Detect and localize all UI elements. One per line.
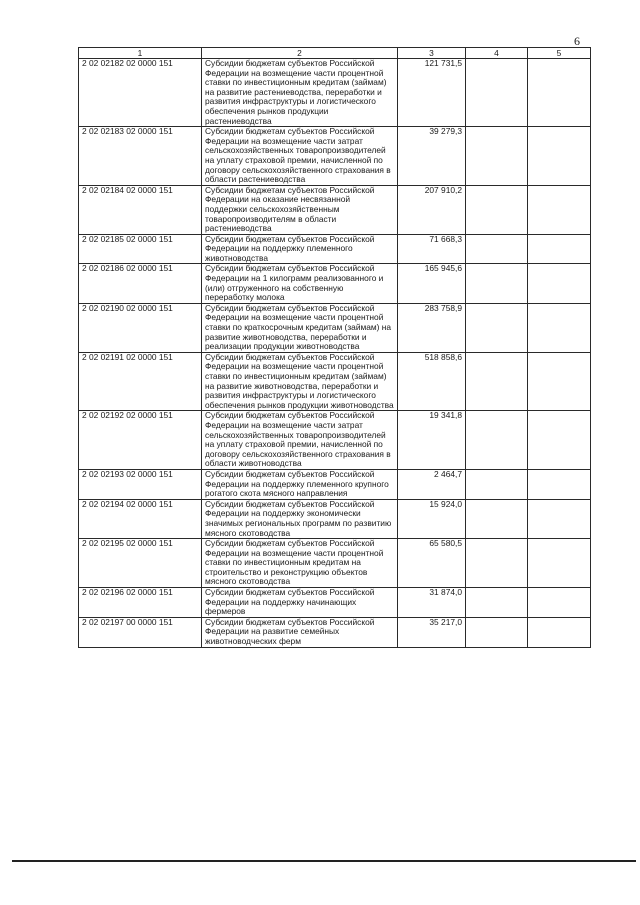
column-5-cell	[528, 185, 591, 234]
code-cell: 2 02 02191 02 0000 151	[79, 352, 202, 411]
table-row	[79, 617, 591, 647]
name-cell: Субсидии бюджетам субъектов Российской Федерации на возмещение части процентной ставки по инвестиционным кредитам (займам) на развитие животноводства, переработки и развития инфраструктуры и логистического обеспечения рынков продукции животноводства	[202, 352, 398, 411]
code-cell: 2 02 02193 02 0000 151	[79, 469, 202, 499]
column-5-cell	[528, 264, 591, 303]
column-4-cell	[466, 127, 528, 186]
code-cell: 2 02 02182 02 0000 151	[79, 59, 202, 127]
column-5-cell	[528, 411, 591, 470]
amount-cell: 65 580,5	[398, 539, 466, 588]
table-row	[79, 539, 591, 588]
table-row	[79, 185, 591, 234]
column-5-cell	[528, 469, 591, 499]
column-4-cell	[466, 59, 528, 127]
header-cell-1: 1	[79, 48, 202, 59]
page-number: 6	[574, 34, 580, 48]
name-cell: Субсидии бюджетам субъектов Российской Федерации на возмещение части затрат сельскохозяйственных товаропроизводителей на уплату страховой премии, начисленной по договору сельскохозяйственного страхования в области растениеводства	[202, 127, 398, 186]
code-cell: 2 02 02186 02 0000 151	[79, 264, 202, 303]
column-5-cell	[528, 499, 591, 538]
column-4-cell	[466, 499, 528, 538]
column-4-cell	[466, 588, 528, 618]
table-row	[79, 59, 591, 127]
code-cell: 2 02 02192 02 0000 151	[79, 411, 202, 470]
name-cell: Субсидии бюджетам субъектов Российской Федерации на поддержку экономически значимых региональных программ по развитию мясного скотоводства	[202, 499, 398, 538]
column-5-cell	[528, 59, 591, 127]
column-5-cell	[528, 617, 591, 647]
code-cell: 2 02 02196 02 0000 151	[79, 588, 202, 618]
amount-cell: 2 464,7	[398, 469, 466, 499]
header-cell-2: 2	[202, 48, 398, 59]
column-4-cell	[466, 539, 528, 588]
code-cell: 2 02 02183 02 0000 151	[79, 127, 202, 186]
header-cell-3: 3	[398, 48, 466, 59]
name-cell: Субсидии бюджетам субъектов Российской Федерации на 1 килограмм реализованного и (или) отгруженного на собственную переработку молока	[202, 264, 398, 303]
budget-table	[78, 47, 591, 648]
column-4-cell	[466, 469, 528, 499]
name-cell: Субсидии бюджетам субъектов Российской Федерации на оказание несвязанной поддержки сельскохозяйственным товаропроизводителям в области растениеводства	[202, 185, 398, 234]
column-5-cell	[528, 303, 591, 352]
amount-cell: 71 668,3	[398, 234, 466, 264]
name-cell: Субсидии бюджетам субъектов Российской Федерации на поддержку начинающих фермеров	[202, 588, 398, 618]
name-cell: Субсидии бюджетам субъектов Российской Федерации на поддержку племенного крупного рогатого скота мясного направления	[202, 469, 398, 499]
table-row	[79, 499, 591, 538]
amount-cell: 518 858,6	[398, 352, 466, 411]
table-row	[79, 303, 591, 352]
name-cell: Субсидии бюджетам субъектов Российской Федерации на возмещение части процентной ставки по инвестиционным кредитам на строительство и реконструкцию объектов мясного скотоводства	[202, 539, 398, 588]
column-5-cell	[528, 127, 591, 186]
header-cell-4: 4	[466, 48, 528, 59]
code-cell: 2 02 02184 02 0000 151	[79, 185, 202, 234]
code-cell: 2 02 02185 02 0000 151	[79, 234, 202, 264]
page-bottom-divider	[12, 860, 636, 862]
header-row	[79, 48, 591, 59]
code-cell: 2 02 02197 00 0000 151	[79, 617, 202, 647]
column-4-cell	[466, 617, 528, 647]
column-5-cell	[528, 539, 591, 588]
column-4-cell	[466, 234, 528, 264]
code-cell: 2 02 02190 02 0000 151	[79, 303, 202, 352]
name-cell: Субсидии бюджетам субъектов Российской Федерации на развитие семейных животноводческих ферм	[202, 617, 398, 647]
table-row	[79, 127, 591, 186]
amount-cell: 15 924,0	[398, 499, 466, 538]
column-5-cell	[528, 352, 591, 411]
amount-cell: 121 731,5	[398, 59, 466, 127]
name-cell: Субсидии бюджетам субъектов Российской Федерации на поддержку племенного животноводства	[202, 234, 398, 264]
column-4-cell	[466, 185, 528, 234]
table-row	[79, 411, 591, 470]
code-cell: 2 02 02195 02 0000 151	[79, 539, 202, 588]
column-5-cell	[528, 234, 591, 264]
column-4-cell	[466, 303, 528, 352]
header-cell-5: 5	[528, 48, 591, 59]
table-row	[79, 264, 591, 303]
table-row	[79, 469, 591, 499]
amount-cell: 165 945,6	[398, 264, 466, 303]
amount-cell: 207 910,2	[398, 185, 466, 234]
column-5-cell	[528, 588, 591, 618]
name-cell: Субсидии бюджетам субъектов Российской Федерации на возмещение части затрат сельскохозяйственных товаропроизводителей на уплату страховой премии, начисленной по договору сельскохозяйственного страхования в области животноводства	[202, 411, 398, 470]
amount-cell: 35 217,0	[398, 617, 466, 647]
amount-cell: 19 341,8	[398, 411, 466, 470]
amount-cell: 31 874,0	[398, 588, 466, 618]
column-4-cell	[466, 264, 528, 303]
name-cell: Субсидии бюджетам субъектов Российской Федерации на возмещение части процентной ставки по краткосрочным кредитам (займам) на развитие животноводства, переработки и реализации продукции животноводства	[202, 303, 398, 352]
column-4-cell	[466, 352, 528, 411]
name-cell: Субсидии бюджетам субъектов Российской Федерации на возмещение части процентной ставки по инвестиционным кредитам (займам) на развитие растениеводства, переработки и развития инфраструктуры и логистического обеспечения рынков продукции растениеводства	[202, 59, 398, 127]
column-4-cell	[466, 411, 528, 470]
table-row	[79, 352, 591, 411]
table-row	[79, 588, 591, 618]
code-cell: 2 02 02194 02 0000 151	[79, 499, 202, 538]
table-row	[79, 234, 591, 264]
amount-cell: 39 279,3	[398, 127, 466, 186]
amount-cell: 283 758,9	[398, 303, 466, 352]
